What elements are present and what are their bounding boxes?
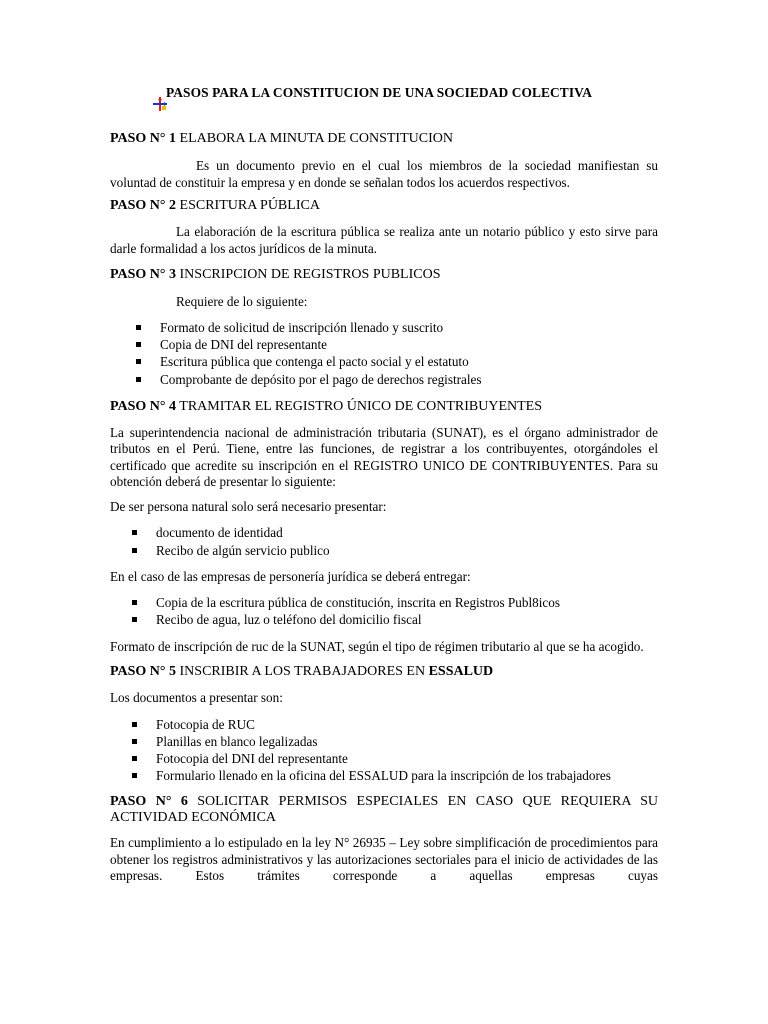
- paso-3-label: PASO N° 3: [110, 267, 177, 282]
- bullet-icon: [132, 600, 137, 605]
- list-item: [110, 716, 658, 733]
- bullet-icon: [132, 756, 137, 761]
- paso-3-intro: Requiere de lo siguiente:: [176, 294, 308, 309]
- list-item-text: Fotocopia del DNI del representante: [156, 751, 348, 767]
- list-item: [110, 353, 658, 370]
- paso-5-text: INSCRIBIR A LOS TRABAJADORES EN: [179, 664, 426, 680]
- bullet-icon: [132, 548, 137, 553]
- list-item-text: Recibo de agua, luz o teléfono del domicilio fiscal: [156, 612, 422, 628]
- paso-1-body: Es un documento previo en el cual los miembros de la sociedad manifiestan su voluntad de constituir la empresa y en donde se señalan todos los acuerdos respectivos.: [110, 158, 658, 190]
- list-item-text: Escritura pública que contenga el pacto social y el estatuto: [160, 354, 469, 370]
- list-item-text: Planillas en blanco legalizadas: [156, 733, 318, 749]
- list-item-text: Recibo de algún servicio publico: [156, 542, 330, 558]
- paso-5-heading: [110, 663, 658, 681]
- paso-3-list: [110, 319, 658, 388]
- paso-4-natural-list: [110, 524, 658, 558]
- paso-4-formato: Formato de inscripción de ruc de la SUNAT, según el tipo de régimen tributario al que se ha acogido.: [110, 638, 644, 654]
- paso-4-label: PASO N° 4: [110, 398, 177, 414]
- bullet-icon: [136, 377, 141, 382]
- list-item-text: documento de identidad: [156, 525, 283, 541]
- paso-5-list: [110, 716, 658, 785]
- list-item: [110, 336, 658, 353]
- bullet-icon: [136, 342, 141, 347]
- paso-6-heading: [110, 794, 658, 826]
- paso-2-text: ESCRITURA PÚBLICA: [179, 198, 320, 213]
- list-item: [110, 611, 658, 628]
- bullet-icon: [132, 617, 137, 622]
- paso-4-natural-intro: De ser persona natural solo será necesario presentar:: [110, 498, 387, 514]
- paso-3-text: INSCRIPCION DE REGISTROS PUBLICOS: [179, 267, 441, 282]
- paso-6-label: PASO N° 6: [110, 794, 188, 810]
- paso-5-text-bold: ESSALUD: [428, 664, 494, 680]
- bullet-icon: [136, 359, 141, 364]
- list-item: [110, 750, 658, 767]
- paso-1-label: PASO N° 1: [110, 131, 177, 146]
- document-body: [110, 130, 658, 893]
- paso-1-text: ELABORA LA MINUTA DE CONSTITUCION: [179, 131, 453, 146]
- list-item: [110, 319, 658, 336]
- list-item-text: Comprobante de depósito por el pago de derechos registrales: [160, 371, 482, 387]
- list-item: [110, 542, 658, 559]
- paso-2-heading: [110, 197, 658, 215]
- bullet-icon: [132, 722, 137, 727]
- paso-4-juridica-intro: En el caso de las empresas de personería jurídica se deberá entregar:: [110, 568, 471, 584]
- paso-2-label: PASO N° 2: [110, 198, 177, 213]
- list-item-text: Copia de la escritura pública de constitución, inscrita en Registros Publ8icos: [156, 595, 560, 611]
- list-item: [110, 767, 658, 784]
- paso-1-heading: [110, 130, 658, 148]
- cross-arrows-icon: [153, 97, 167, 111]
- list-item: [110, 371, 658, 388]
- bullet-icon: [132, 739, 137, 744]
- bullet-icon: [132, 773, 137, 778]
- paso-5-label: PASO N° 5: [110, 664, 177, 680]
- list-item: [110, 524, 658, 541]
- bullet-icon: [136, 325, 141, 330]
- list-item: [110, 733, 658, 750]
- paso-4-body: La superintendencia nacional de administración tributaria (SUNAT), es el órgano administrador de tributos en el Perú. Tiene, entre las funciones, de registrar a los contribuyentes, otorgándoles el certificado que acredite su inscripción en el REGISTRO UNICO DE CONTRIBUYENTES. Para su obtención deberá de presentar lo siguiente:: [110, 424, 658, 490]
- bullet-icon: [132, 530, 137, 535]
- page-title: PASOS PARA LA CONSTITUCION DE UNA SOCIEDAD COLECTIVA: [166, 85, 592, 100]
- paso-6-body: En cumplimiento a lo estipulado en la ley N° 26935 – Ley sobre simplificación de procedimientos para obtener los registros administrativos y las autorizaciones sectoriales para el inicio de actividades de las empresas. Estos trámites corresponde a aquellas empresas cuyas: [110, 835, 658, 884]
- list-item: [110, 594, 658, 611]
- paso-4-juridica-list: [110, 594, 658, 628]
- paso-4-text: TRAMITAR EL REGISTRO ÚNICO DE CONTRIBUYENTES: [179, 398, 543, 414]
- list-item-text: Copia de DNI del representante: [160, 337, 327, 353]
- list-item-text: Formato de solicitud de inscripción llenado y suscrito: [160, 320, 444, 335]
- paso-3-heading: [110, 266, 658, 284]
- list-item-text: Fotocopia de RUC: [156, 716, 255, 732]
- list-item-text: Formulario llenado en la oficina del ESSALUD para la inscripción de los trabajadores: [156, 768, 611, 784]
- paso-4-heading: [110, 398, 658, 416]
- paso-2-body: La elaboración de la escritura pública se realiza ante un notario público y esto sirve para darle formalidad a los actos jurídicos de la minuta.: [110, 224, 658, 256]
- paso-5-intro: Los documentos a presentar son:: [110, 690, 283, 706]
- paso-6-text: SOLICITAR PERMISOS ESPECIALES EN CASO QUE REQUIERA SU ACTIVIDAD ECONÓMICA: [110, 794, 658, 826]
